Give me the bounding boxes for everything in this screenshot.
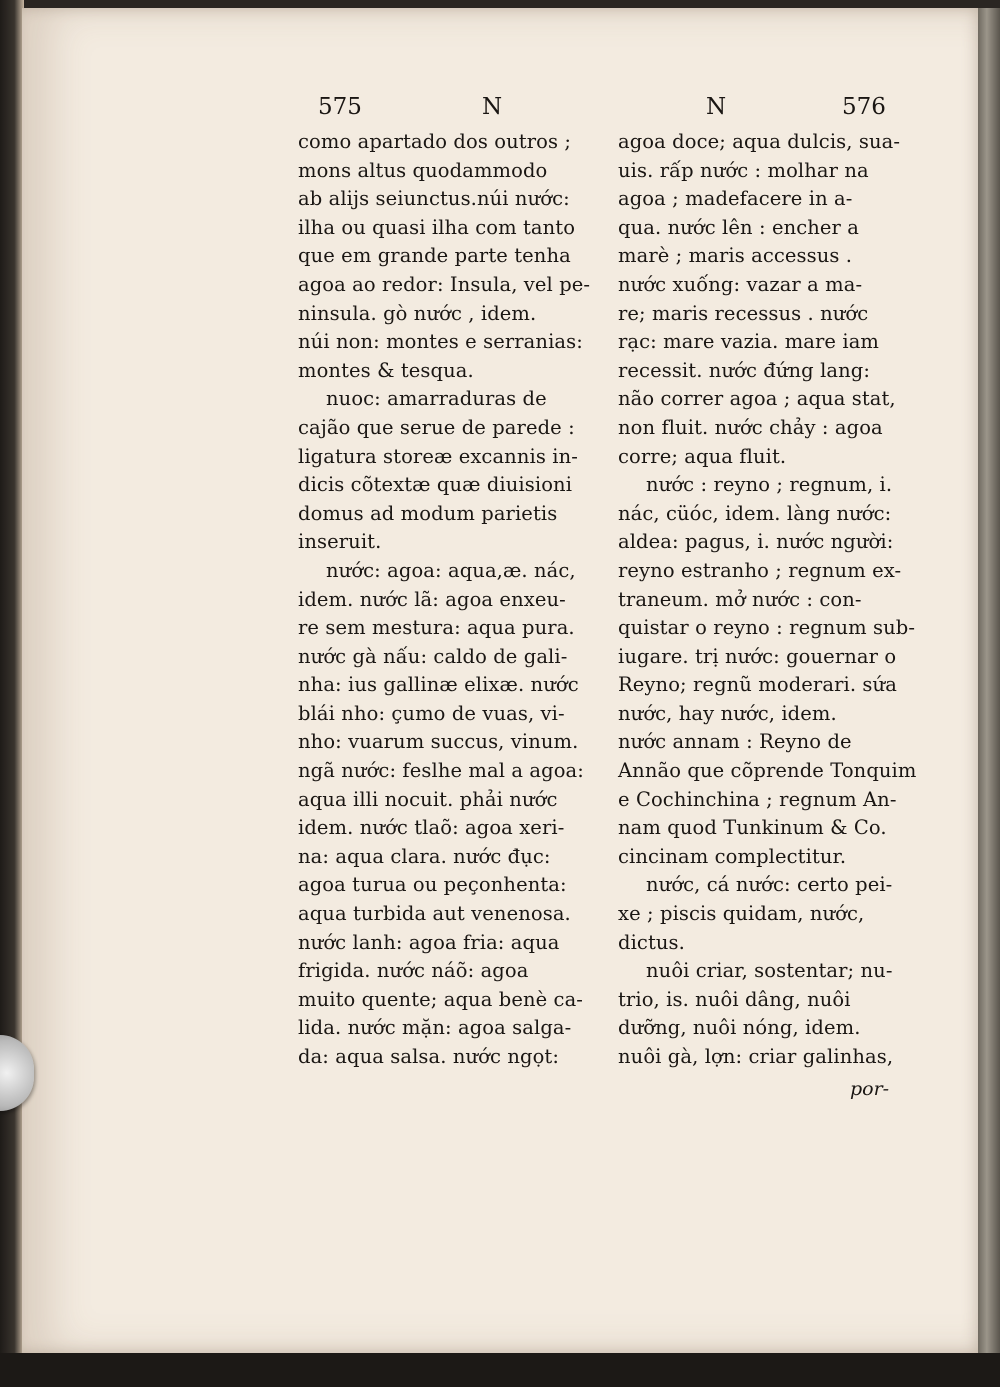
text-line: non fluit. nước chảy : agoa: [618, 415, 883, 439]
text-line: como apartado dos outros ;: [298, 130, 572, 153]
text-line: inseruit.: [298, 530, 382, 554]
text-line: re; maris recessus . nước: [618, 301, 869, 325]
text-line: dicis cõtextæ quæ diuisioni: [298, 473, 573, 497]
page-edge: [978, 8, 1000, 1353]
text-line: rạc: mare vazia. mare iam: [618, 330, 880, 354]
text-line: dictus.: [618, 930, 685, 954]
text-line: na: aqua clara. nước đục:: [298, 844, 551, 868]
text-line: xe ; piscis quidam, nước,: [618, 902, 865, 926]
text-line: lida. nước mặn: agoa salga-: [298, 1016, 572, 1040]
text-line: traneum. mở nước : con-: [618, 587, 862, 611]
text-line: reyno estranho ; regnum ex-: [618, 558, 902, 582]
text-line: nha: ius gallinæ elixæ. nước: [298, 673, 579, 697]
text-line: qua. nước lên : encher a: [618, 215, 860, 239]
text-line: ligatura storeæ excannis in-: [298, 444, 578, 468]
text-line: marè ; maris accessus .: [618, 244, 853, 268]
text-line: ab alijs seiunctus.núi nước:: [298, 187, 570, 211]
text-line: nước, cá nước: certo pei-: [646, 873, 893, 897]
text-line: corre; aqua fluit.: [618, 444, 787, 468]
text-line: agoa ao redor: Insula, vel pe-: [298, 272, 591, 296]
left-page-number: 575: [318, 94, 362, 120]
text-line: nước : reyno ; regnum, i.: [646, 473, 893, 497]
text-line: idem. nước lã: agoa enxeu-: [298, 587, 566, 611]
text-line: agoa doce; aqua dulcis, sua-: [618, 130, 901, 153]
text-line: idem. nước tlaõ: agoa xeri-: [298, 816, 565, 840]
text-line: Reyno; regnũ moderari. sứa: [618, 673, 897, 697]
text-line: nước xuống: vazar a ma-: [618, 272, 863, 296]
text-line: cincinam complectitur.: [618, 844, 847, 868]
text-line: cajão que serue de parede :: [298, 415, 575, 439]
text-line: agoa ; madefacere in a-: [618, 187, 853, 211]
text-line: domus ad modum parietis: [298, 501, 558, 525]
right-running-letter: N: [706, 94, 727, 120]
text-line: nuoc: amarraduras de: [326, 387, 547, 411]
text-line: nước gà nấu: caldo de gali-: [298, 644, 568, 668]
text-line: mons altus quodammodo: [298, 158, 548, 182]
text-line: dưỡng, nuôi nóng, idem.: [618, 1016, 861, 1040]
right-column: [618, 128, 930, 1072]
text-line: nước annam : Reyno de: [618, 730, 852, 754]
text-line: agoa turua ou peçonhenta:: [298, 873, 567, 897]
text-line: ngã nước: feslhe mal a agoa:: [298, 759, 584, 783]
text-line: blái nho: çumo de vuas, vi-: [298, 701, 565, 725]
text-line: nác, cüóc, idem. làng nước:: [618, 501, 892, 525]
text-line: trio, is. nuôi dâng, nuôi: [618, 987, 851, 1011]
text-line: que em grande parte tenha: [298, 244, 571, 268]
left-running-letter: N: [482, 94, 503, 120]
scan-background: [0, 1353, 1000, 1387]
text-line: nuôi criar, sostentar; nu-: [646, 959, 893, 983]
text-line: montes & tesqua.: [298, 358, 474, 382]
text-line: aqua illi nocuit. phải nước: [298, 787, 558, 811]
text-line: iugare. trị nước: gouernar o: [618, 644, 897, 668]
text-line: quistar o reyno : regnum sub-: [618, 616, 916, 640]
book-binding: [0, 0, 24, 1387]
text-line: nam quod Tunkinum & Co.: [618, 816, 887, 840]
text-line: nho: vuarum succus, vinum.: [298, 730, 579, 754]
text-line: muito quente; aqua benè ca-: [298, 987, 583, 1011]
catchword: por-: [850, 1078, 890, 1100]
text-line: recessit. nước đứng lang:: [618, 358, 871, 382]
text-line: re sem mestura: aqua pura.: [298, 616, 575, 640]
text-line: ilha ou quasi ilha com tanto: [298, 215, 576, 239]
right-page-number: 576: [842, 94, 886, 120]
text-line: nuôi gà, lợn: criar galinhas,: [618, 1045, 894, 1068]
text-line: nước lanh: agoa fria: aqua: [298, 930, 560, 954]
text-line: Annão que cõprende Tonquim: [618, 759, 917, 783]
left-column: [298, 128, 608, 1072]
text-line: frigida. nước náõ: agoa: [298, 959, 529, 983]
text-line: núi non: montes e serranias:: [298, 330, 583, 354]
text-line: nước: agoa: aqua,æ. nác,: [326, 558, 576, 582]
text-line: uis. rấp nước : molhar na: [618, 158, 869, 182]
text-line: não correr agoa ; aqua stat,: [618, 387, 896, 411]
text-line: aqua turbida aut venenosa.: [298, 902, 571, 926]
text-line: aldea: pagus, i. nước người:: [618, 530, 894, 554]
text-line: nước, hay nước, idem.: [618, 701, 837, 725]
text-line: da: aqua salsa. nước ngọt:: [298, 1045, 560, 1068]
text-line: ninsula. gò nước , idem.: [298, 301, 537, 325]
text-line: e Cochinchina ; regnum An-: [618, 787, 897, 811]
